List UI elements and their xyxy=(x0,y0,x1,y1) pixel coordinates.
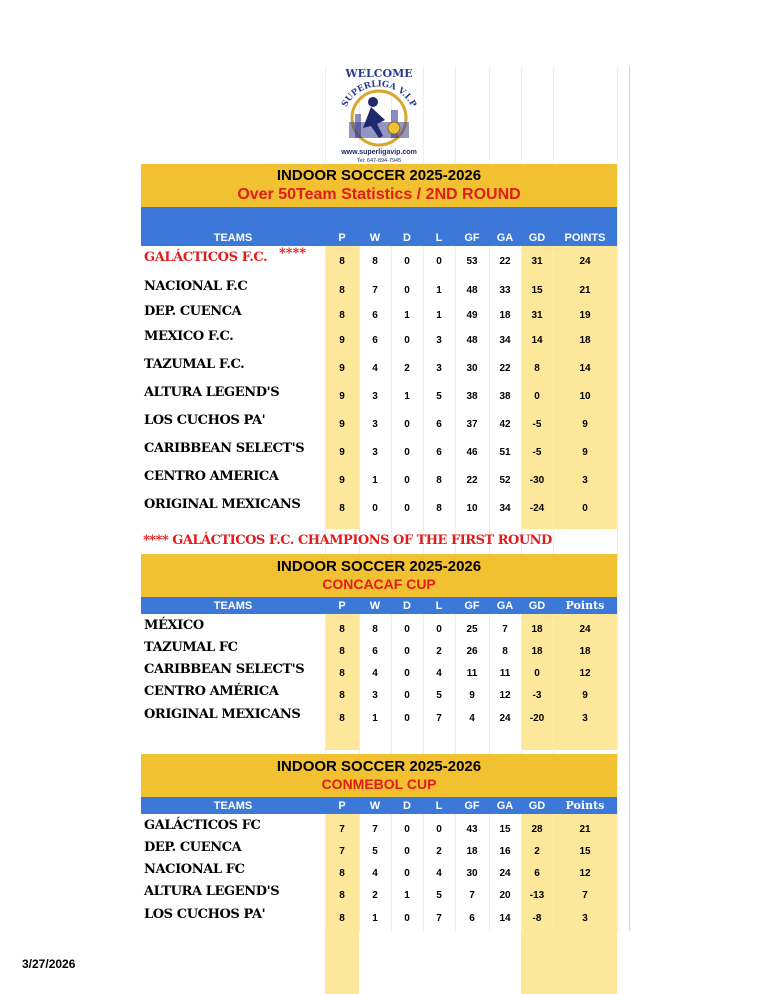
cell-gd: -13 xyxy=(529,890,545,901)
logo-website: www.superligavip.com xyxy=(341,149,417,156)
table-row xyxy=(141,328,617,350)
cell-d: 0 xyxy=(404,503,410,514)
cell-gd: 15 xyxy=(531,285,543,296)
table-row xyxy=(141,468,617,490)
cell-gd: 18 xyxy=(531,646,543,657)
team-name: ALTURA LEGEND'S xyxy=(144,884,280,899)
section2-header xyxy=(141,597,617,614)
cell-ga: 24 xyxy=(499,868,511,879)
cell-pts: 3 xyxy=(582,913,588,924)
cell-gd: 31 xyxy=(531,310,543,321)
leader-mark: **** xyxy=(279,246,307,261)
header-points: Points xyxy=(565,799,605,812)
cell-l: 0 xyxy=(436,624,442,635)
section3-title: INDOOR SOCCER 2025-2026 xyxy=(276,758,482,775)
cell-d: 1 xyxy=(404,391,410,402)
cell-gf: 46 xyxy=(466,447,478,458)
header-w: W xyxy=(369,600,381,612)
cell-gf: 53 xyxy=(466,256,478,267)
cell-l: 6 xyxy=(436,419,442,430)
section1-title-band xyxy=(141,164,617,207)
table-row xyxy=(141,617,617,638)
cell-w: 6 xyxy=(372,335,378,346)
cell-w: 7 xyxy=(372,824,378,835)
cell-p: 8 xyxy=(339,890,345,901)
cell-l: 8 xyxy=(436,475,442,486)
cell-pts: 24 xyxy=(579,256,591,267)
team-name: NACIONAL FC xyxy=(144,862,245,877)
cell-l: 8 xyxy=(436,503,442,514)
header-gf: GF xyxy=(464,600,480,612)
cell-p: 8 xyxy=(339,690,345,701)
header-gf: GF xyxy=(464,232,480,244)
section1-subtitle: Over 50Team Statistics / 2ND ROUND xyxy=(237,186,521,203)
cell-gf: 11 xyxy=(466,668,478,679)
team-name: MÉXICO xyxy=(144,618,204,633)
cell-w: 2 xyxy=(372,890,378,901)
cell-l: 7 xyxy=(436,913,442,924)
cell-p: 8 xyxy=(339,624,345,635)
cell-l: 6 xyxy=(436,447,442,458)
cell-w: 3 xyxy=(372,391,378,402)
cell-w: 0 xyxy=(372,503,378,514)
cell-l: 2 xyxy=(436,646,442,657)
cell-pts: 14 xyxy=(579,363,591,374)
cell-p: 9 xyxy=(339,363,345,374)
cell-gf: 37 xyxy=(466,419,478,430)
cell-pts: 7 xyxy=(582,890,588,901)
team-name: LOS CUCHOS PA' xyxy=(144,907,266,922)
header-p: P xyxy=(338,800,346,812)
cell-gd: -8 xyxy=(532,913,542,924)
cell-p: 9 xyxy=(339,335,345,346)
cell-d: 0 xyxy=(404,690,410,701)
team-name: ORIGINAL MEXICANS xyxy=(144,497,301,512)
team-name: DEP. CUENCA xyxy=(144,304,242,319)
cell-ga: 22 xyxy=(499,363,511,374)
cell-gf: 9 xyxy=(469,690,475,701)
cell-ga: 34 xyxy=(499,335,511,346)
cell-pts: 12 xyxy=(579,668,591,679)
team-name: CARIBBEAN SELECT'S xyxy=(144,662,305,677)
cell-pts: 19 xyxy=(579,310,591,321)
cell-d: 0 xyxy=(404,868,410,879)
cell-w: 1 xyxy=(372,475,378,486)
cell-w: 8 xyxy=(372,624,378,635)
cell-l: 0 xyxy=(436,824,442,835)
cell-p: 8 xyxy=(339,310,345,321)
team-name: MEXICO F.C. xyxy=(144,329,234,344)
header-gd: GD xyxy=(528,232,546,244)
header-w: W xyxy=(369,232,381,244)
cell-pts: 18 xyxy=(579,646,591,657)
team-name: GALÁCTICOS FC xyxy=(144,818,261,833)
section3-header xyxy=(141,797,617,814)
team-name: ALTURA LEGEND'S xyxy=(144,385,280,400)
table-row xyxy=(141,384,617,406)
cell-gf: 18 xyxy=(466,846,478,857)
cell-d: 0 xyxy=(404,419,410,430)
cell-w: 5 xyxy=(372,846,378,857)
team-name: NACIONAL F.C xyxy=(144,279,248,294)
cell-gf: 26 xyxy=(466,646,478,657)
header-ga: GA xyxy=(496,800,514,812)
cell-w: 8 xyxy=(372,256,378,267)
cell-p: 8 xyxy=(339,913,345,924)
cell-ga: 38 xyxy=(499,391,511,402)
cell-d: 0 xyxy=(404,335,410,346)
cell-d: 1 xyxy=(404,310,410,321)
cell-ga: 18 xyxy=(499,310,511,321)
cell-ga: 34 xyxy=(499,503,511,514)
table-row xyxy=(141,303,617,325)
cell-gf: 30 xyxy=(466,363,478,374)
table-row xyxy=(141,839,617,860)
cell-pts: 3 xyxy=(582,475,588,486)
cell-p: 7 xyxy=(339,846,345,857)
cell-ga: 51 xyxy=(499,447,511,458)
cell-l: 4 xyxy=(436,868,442,879)
table-row xyxy=(141,883,617,904)
cell-p: 9 xyxy=(339,447,345,458)
table-row xyxy=(141,412,617,434)
team-name: TAZUMAL FC xyxy=(144,640,238,655)
cell-gd: 18 xyxy=(531,624,543,635)
cell-d: 2 xyxy=(404,363,410,374)
cell-gd: -20 xyxy=(529,713,545,724)
cell-d: 0 xyxy=(404,475,410,486)
cell-d: 0 xyxy=(404,713,410,724)
cell-l: 1 xyxy=(436,285,442,296)
header-w: W xyxy=(369,800,381,812)
cell-gf: 22 xyxy=(466,475,478,486)
cell-pts: 12 xyxy=(579,868,591,879)
cell-ga: 33 xyxy=(499,285,511,296)
league-logo xyxy=(141,66,629,164)
cell-w: 6 xyxy=(372,310,378,321)
cell-gd: -24 xyxy=(529,503,545,514)
cell-gf: 7 xyxy=(469,890,475,901)
cell-d: 0 xyxy=(404,285,410,296)
header-p: P xyxy=(338,232,346,244)
cell-gd: -5 xyxy=(532,447,542,458)
table-row xyxy=(141,817,617,838)
cell-d: 0 xyxy=(404,447,410,458)
section2-title: INDOOR SOCCER 2025-2026 xyxy=(276,558,482,575)
team-name: DEP. CUENCA xyxy=(144,840,242,855)
cell-w: 3 xyxy=(372,690,378,701)
section3-subtitle: CONMEBOL CUP xyxy=(321,776,437,792)
svg-text:SUPERLIGA V.I.P xyxy=(340,79,418,109)
cell-l: 3 xyxy=(436,363,442,374)
cell-gd: 14 xyxy=(531,335,543,346)
table-row xyxy=(141,440,617,462)
header-gd: GD xyxy=(528,600,546,612)
cell-ga: 14 xyxy=(499,913,511,924)
header-ga: GA xyxy=(496,232,514,244)
team-name: LOS CUCHOS PA' xyxy=(144,413,266,428)
table-row xyxy=(141,496,617,518)
cell-w: 3 xyxy=(372,419,378,430)
header-ga: GA xyxy=(496,600,514,612)
team-name: ORIGINAL MEXICANS xyxy=(144,707,301,722)
cell-pts: 9 xyxy=(582,690,588,701)
table-row xyxy=(141,639,617,660)
cell-d: 0 xyxy=(404,913,410,924)
cell-l: 1 xyxy=(436,310,442,321)
cell-w: 1 xyxy=(372,913,378,924)
cell-ga: 12 xyxy=(499,690,511,701)
cell-ga: 52 xyxy=(499,475,511,486)
cell-l: 4 xyxy=(436,668,442,679)
header-d: D xyxy=(403,600,411,612)
cell-d: 0 xyxy=(404,846,410,857)
cell-l: 5 xyxy=(436,690,442,701)
header-gd: GD xyxy=(528,800,546,812)
cell-p: 8 xyxy=(339,285,345,296)
cell-gf: 43 xyxy=(466,824,478,835)
logo-welcome: WELCOME xyxy=(345,67,413,80)
cell-gf: 10 xyxy=(466,503,478,514)
cell-d: 0 xyxy=(404,668,410,679)
cell-w: 6 xyxy=(372,646,378,657)
standings-sheet xyxy=(141,66,630,931)
team-name: CENTRO AMÉRICA xyxy=(144,684,279,699)
cell-pts: 9 xyxy=(582,447,588,458)
cell-gf: 49 xyxy=(466,310,478,321)
cell-gd: 31 xyxy=(531,256,543,267)
header-points: Points xyxy=(565,599,605,612)
cell-gf: 6 xyxy=(469,913,475,924)
logo-brand: SUPERLIGA V.I.P xyxy=(340,79,418,109)
cell-gd: 6 xyxy=(534,868,540,879)
cell-gd: -5 xyxy=(532,419,542,430)
cell-ga: 42 xyxy=(499,419,511,430)
header-d: D xyxy=(403,800,411,812)
cell-l: 0 xyxy=(436,256,442,267)
cell-gd: 2 xyxy=(534,846,540,857)
cell-w: 4 xyxy=(372,363,378,374)
header-teams: TEAMS xyxy=(213,600,253,612)
cell-gf: 25 xyxy=(466,624,478,635)
cell-ga: 16 xyxy=(499,846,511,857)
cell-ga: 11 xyxy=(499,668,511,679)
section3-title-band xyxy=(141,754,617,797)
cell-l: 7 xyxy=(436,713,442,724)
cell-l: 5 xyxy=(436,890,442,901)
table-row xyxy=(141,706,617,727)
cell-ga: 15 xyxy=(499,824,511,835)
cell-l: 3 xyxy=(436,335,442,346)
header-p: P xyxy=(338,600,346,612)
cell-ga: 20 xyxy=(499,890,511,901)
section2-title-band xyxy=(141,554,617,597)
cell-pts: 24 xyxy=(579,624,591,635)
cell-p: 9 xyxy=(339,475,345,486)
cell-gf: 38 xyxy=(466,391,478,402)
table-row xyxy=(141,246,617,271)
print-date: 3/27/2026 xyxy=(22,957,76,971)
header-teams: TEAMS xyxy=(213,232,253,244)
header-teams: TEAMS xyxy=(213,800,253,812)
cell-w: 3 xyxy=(372,447,378,458)
cell-p: 8 xyxy=(339,503,345,514)
cell-p: 8 xyxy=(339,713,345,724)
team-name: TAZUMAL F.C. xyxy=(144,357,245,372)
table-row xyxy=(141,861,617,882)
logo-tel: Tel: 647-894-7945 xyxy=(356,158,402,164)
cell-ga: 7 xyxy=(502,624,508,635)
cell-p: 8 xyxy=(339,668,345,679)
cell-gd: 0 xyxy=(534,668,540,679)
cell-l: 2 xyxy=(436,846,442,857)
header-gf: GF xyxy=(464,800,480,812)
cell-gd: 8 xyxy=(534,363,540,374)
cell-w: 4 xyxy=(372,668,378,679)
cell-d: 0 xyxy=(404,624,410,635)
header-l: L xyxy=(435,232,443,244)
cell-p: 9 xyxy=(339,419,345,430)
cell-w: 4 xyxy=(372,868,378,879)
cell-d: 0 xyxy=(404,646,410,657)
header-points: POINTS xyxy=(564,232,606,244)
table-row xyxy=(141,356,617,378)
cell-d: 1 xyxy=(404,890,410,901)
cell-pts: 10 xyxy=(579,391,591,402)
cell-w: 1 xyxy=(372,713,378,724)
cell-pts: 0 xyxy=(582,503,588,514)
cell-gf: 48 xyxy=(466,285,478,296)
cell-gf: 4 xyxy=(469,713,475,724)
table-row xyxy=(141,683,617,704)
cell-p: 8 xyxy=(339,868,345,879)
cell-ga: 24 xyxy=(499,713,511,724)
cell-ga: 8 xyxy=(502,646,508,657)
header-l: L xyxy=(435,600,443,612)
cell-gd: -3 xyxy=(532,690,542,701)
cell-pts: 3 xyxy=(582,713,588,724)
team-name: GALÁCTICOS F.C. xyxy=(144,250,268,265)
header-d: D xyxy=(403,232,411,244)
cell-d: 0 xyxy=(404,824,410,835)
cell-pts: 21 xyxy=(579,824,591,835)
cell-p: 8 xyxy=(339,646,345,657)
cell-p: 7 xyxy=(339,824,345,835)
section1-header xyxy=(141,207,617,246)
cell-l: 5 xyxy=(436,391,442,402)
cell-d: 0 xyxy=(404,256,410,267)
cell-pts: 15 xyxy=(579,846,591,857)
section1-title: INDOOR SOCCER 2025-2026 xyxy=(276,167,482,184)
cell-p: 8 xyxy=(339,256,345,267)
team-name: CENTRO AMERICA xyxy=(144,469,279,484)
cell-pts: 9 xyxy=(582,419,588,430)
cell-w: 7 xyxy=(372,285,378,296)
cell-gf: 48 xyxy=(466,335,478,346)
cell-p: 9 xyxy=(339,391,345,402)
champion-note: **** GALÁCTICOS F.C. CHAMPIONS OF THE FIRST ROUND xyxy=(143,533,552,548)
cell-gf: 30 xyxy=(466,868,478,879)
table-row xyxy=(141,278,617,300)
cell-gd: -30 xyxy=(529,475,545,486)
cell-gd: 0 xyxy=(534,391,540,402)
team-name: CARIBBEAN SELECT'S xyxy=(144,441,305,456)
cell-pts: 21 xyxy=(579,285,591,296)
section2-subtitle: CONCACAF CUP xyxy=(322,576,436,592)
cell-ga: 22 xyxy=(499,256,511,267)
header-l: L xyxy=(435,800,443,812)
table-row xyxy=(141,906,617,927)
cell-pts: 18 xyxy=(579,335,591,346)
table-row xyxy=(141,661,617,682)
cell-gd: 28 xyxy=(531,824,543,835)
